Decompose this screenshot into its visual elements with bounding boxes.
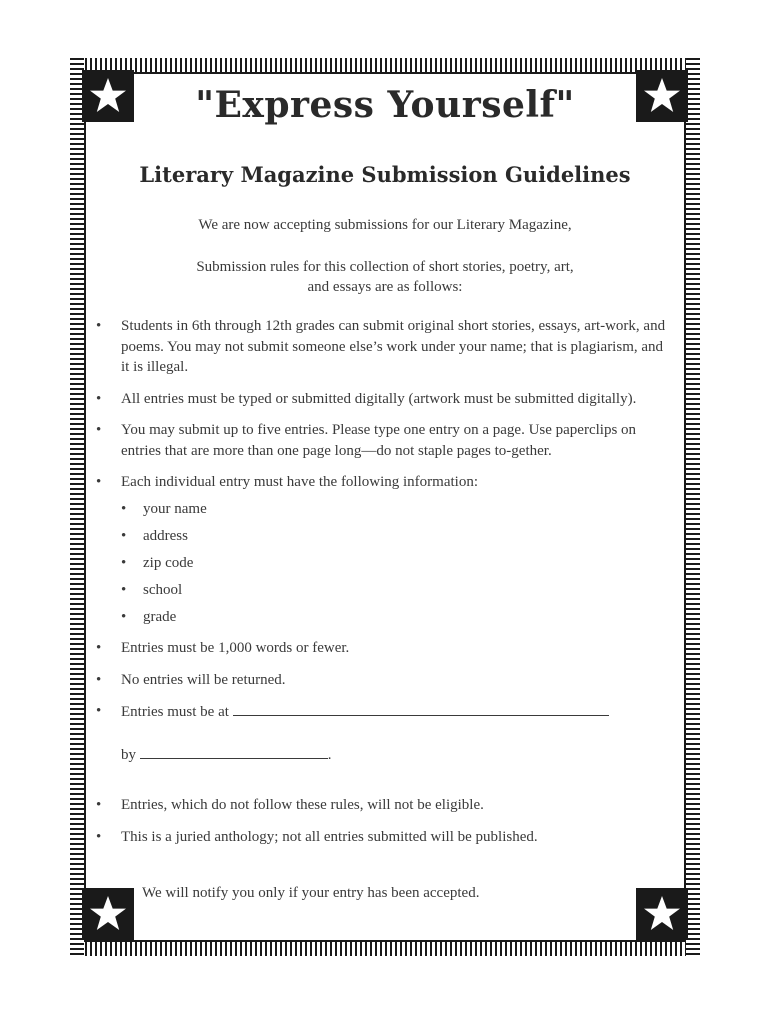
sublist-item (121, 553, 668, 574)
rule-text: All entries must be typed or submitted digitally (artwork must be submitted digitally). (121, 390, 637, 407)
rules-list (96, 316, 668, 858)
rule-text: You may submit up to five entries. Please type one entry on a page. Use paperclips on entries that are more than one page long—do not staple pages to-gether. (121, 422, 637, 459)
bullet: • (96, 474, 102, 490)
deadline-by-label: by (121, 746, 136, 763)
bullet: • (96, 797, 102, 813)
page-subtitle: Literary Magazine Submission Guidelines (139, 162, 631, 187)
star-icon (642, 894, 682, 934)
border-ticks-left (70, 58, 84, 956)
star-icon (88, 894, 128, 934)
notify-text: We will notify you only if your entry has been accepted. (142, 885, 480, 901)
corner-star-bottom-right (636, 888, 688, 940)
bullet: • (96, 318, 102, 334)
bullet: • (96, 640, 102, 656)
bullet: • (121, 500, 127, 517)
rule-text: Entries, which do not follow these rules, will not be eligible. (121, 797, 484, 813)
list-item (96, 827, 668, 848)
required-info-text: grade (143, 608, 177, 625)
bullet: • (96, 828, 102, 845)
list-item (96, 472, 668, 627)
corner-star-bottom-left (82, 888, 134, 940)
list-item (96, 701, 668, 765)
border-ticks-top (70, 58, 700, 72)
intro-paragraph (0, 257, 770, 297)
rule-text: Entries must be 1,000 words or fewer. (121, 640, 350, 656)
bullet: • (121, 527, 127, 544)
bullet: • (96, 390, 102, 407)
required-info-text: your name (143, 500, 207, 517)
bullet: • (121, 581, 127, 598)
list-item (96, 420, 668, 461)
list-item (96, 795, 668, 816)
list-item (96, 389, 668, 410)
sublist-item (121, 580, 668, 601)
deadline-location-label: Entries must be at (121, 704, 229, 720)
intro-line: We are now accepting submissions for our Literary Magazine, (198, 217, 572, 233)
rule-text: Each individual entry must have the following information: (121, 474, 479, 490)
rule-text: No entries will be returned. (121, 671, 286, 688)
deadline-period: . (327, 746, 332, 763)
location-blank (233, 701, 609, 716)
intro-line: Submission rules for this collection of short stories, poetry, art, (196, 259, 574, 275)
required-info-list (121, 499, 668, 628)
rule-text: Students in 6th through 12th grades can submit original short stories, essays, art-work, and poems. You may not submit someone else’s work under your name; that is plagiarism, and it is illegal. (121, 318, 666, 375)
required-info-text: school (143, 581, 183, 598)
list-item (96, 670, 668, 691)
bullet: • (96, 703, 102, 719)
bullet: • (96, 671, 102, 688)
border-ticks-right (686, 58, 700, 956)
required-info-text: zip code (143, 554, 194, 571)
required-info-text: address (143, 527, 188, 544)
date-blank (140, 744, 328, 759)
border-ticks-bottom (70, 942, 700, 956)
bullet: • (121, 554, 127, 571)
list-item (96, 316, 668, 378)
list-item (96, 638, 668, 659)
deadline-date-line (121, 744, 668, 766)
sublist-item (121, 499, 668, 520)
rule-text: This is a juried anthology; not all entries submitted will be published. (121, 828, 538, 845)
bullet: • (121, 608, 127, 625)
page-title: "Express Yourself" (195, 84, 575, 126)
bullet: • (96, 422, 102, 438)
intro-line: and essays are as follows: (307, 279, 463, 295)
sublist-item (121, 607, 668, 628)
sublist-item (121, 526, 668, 547)
